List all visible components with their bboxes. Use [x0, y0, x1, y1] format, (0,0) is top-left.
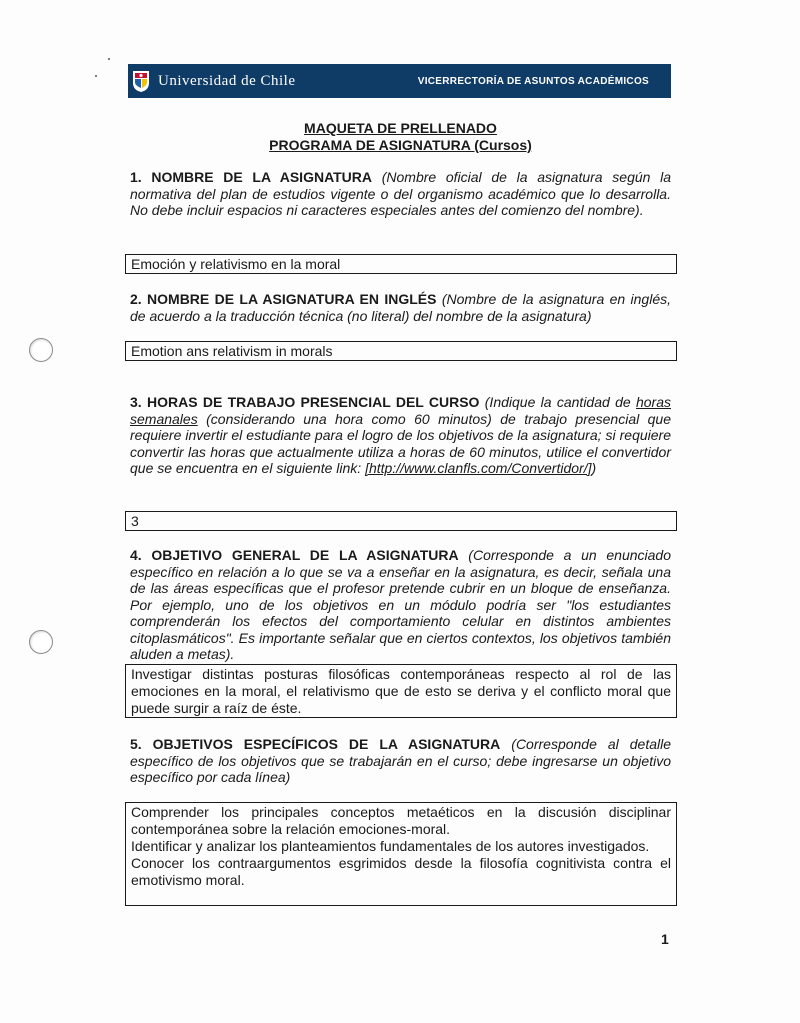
section-3-heading: 3. HORAS DE TRABAJO PRESENCIAL DEL CURSO [130, 394, 480, 410]
convertidor-link[interactable]: [http://www.clanfls.com/Convertidor/] [365, 460, 592, 476]
document-title-line1: MAQUETA DE PRELLENADO [304, 120, 497, 136]
section-4-description [130, 547, 671, 663]
section-5-objective: Comprender los principales conceptos metaéticos en la discusión disciplinar contemporánea sobre la relación emociones-moral. [131, 804, 671, 837]
university-crest-icon [132, 69, 150, 93]
section-4-heading: 4. OBJETIVO GENERAL DE LA ASIGNATURA [130, 547, 459, 563]
punch-hole [29, 630, 53, 654]
section-5-note: (Corresponde al detalle específico de los objetivos que se trabajarán en el curso; debe ingresarse un objetivo específico por cada línea) [130, 736, 672, 785]
section-3-note-underlined: horas semanales [130, 394, 672, 427]
page-number: 1 [661, 931, 669, 947]
section-5-heading: 5. OBJETIVOS ESPECÍFICOS DE LA ASIGNATURA [130, 736, 501, 752]
section-3-note-close: ) [591, 460, 597, 476]
section-1-description [130, 169, 671, 219]
section-3-note-rest: (considerando una hora como 60 minutos) de trabajo presencial que requiere invertir el estudiante para el logro de los objetivos de la asignatura; si requiere convertir las horas que actualmente utiliza a horas de 60 minutos, utilice el convertidor que se encuentra en el siguiente link: [130, 410, 671, 476]
section-5-objective: Conocer los contraargumentos esgrimidos desde la filosofía cognitivista contra el emotivismo moral. [131, 855, 671, 888]
section-1-heading: 1. NOMBRE DE LA ASIGNATURA [130, 169, 373, 185]
document-title-line2: PROGRAMA DE ASIGNATURA (Cursos) [269, 137, 532, 153]
section-2-heading: 2. NOMBRE DE LA ASIGNATURA EN INGLÉS [130, 291, 437, 307]
section-5-description [130, 736, 671, 786]
section-5-objective: Identificar y analizar los planteamientos fundamentales de los autores investigados. [131, 838, 650, 854]
university-header-bar [128, 64, 671, 98]
section-4-note: (Corresponde a un enunciado específico en relación a lo que se va a enseñar en la asignatura, es decir, señala una de las áreas específicas que el profesor pretende cubrir en un bloque de enseñanza. Por ejemplo, uno de los objetivos en un módulo podría ser "los estudiantes comprenderán los efectos del comportamiento celular en distintos ambientes citoplasmáticos". Es importante señalar que en ciertos contextos, los objetivos también aluden a metas). [130, 547, 671, 662]
section-1-field[interactable] [125, 254, 677, 274]
section-3-value: 3 [131, 513, 139, 529]
section-3-note-open: (Indique la cantidad de [484, 394, 631, 410]
section-4-value: Investigar distintas posturas filosóficas contemporáneas respecto al rol de las emociones en la moral, el relativismo que de esto se deriva y el conflicto moral que puede surgir a raíz de éste. [131, 666, 671, 716]
section-5-field[interactable] [125, 802, 677, 906]
punch-hole [29, 338, 53, 362]
university-name: Universidad de Chile [158, 72, 296, 89]
university-logo [132, 69, 295, 93]
section-4-field[interactable] [125, 664, 677, 718]
section-1-value: Emoción y relativismo en la moral [131, 256, 341, 272]
section-1-note: (Nombre oficial de la asignatura según la normativa del plan de estudios vigente o del organismo académico que lo desarrolla. No debe incluir espacios ni caracteres especiales antes del comienzo del nombre). [130, 169, 672, 218]
vicerrectoria-label: VICERRECTORÍA DE ASUNTOS ACADÉMICOS [417, 75, 649, 87]
section-2-value: Emotion ans relativism in morals [131, 343, 333, 359]
scan-speck [108, 58, 110, 60]
section-2-note: (Nombre de la asignatura en inglés, de acuerdo a la traducción técnica (no literal) del nombre de la asignatura) [130, 291, 672, 324]
scan-speck [95, 75, 97, 77]
section-2-field[interactable] [125, 341, 677, 361]
section-3-field[interactable] [125, 511, 677, 531]
section-2-description [130, 291, 671, 324]
section-3-description [130, 394, 671, 477]
